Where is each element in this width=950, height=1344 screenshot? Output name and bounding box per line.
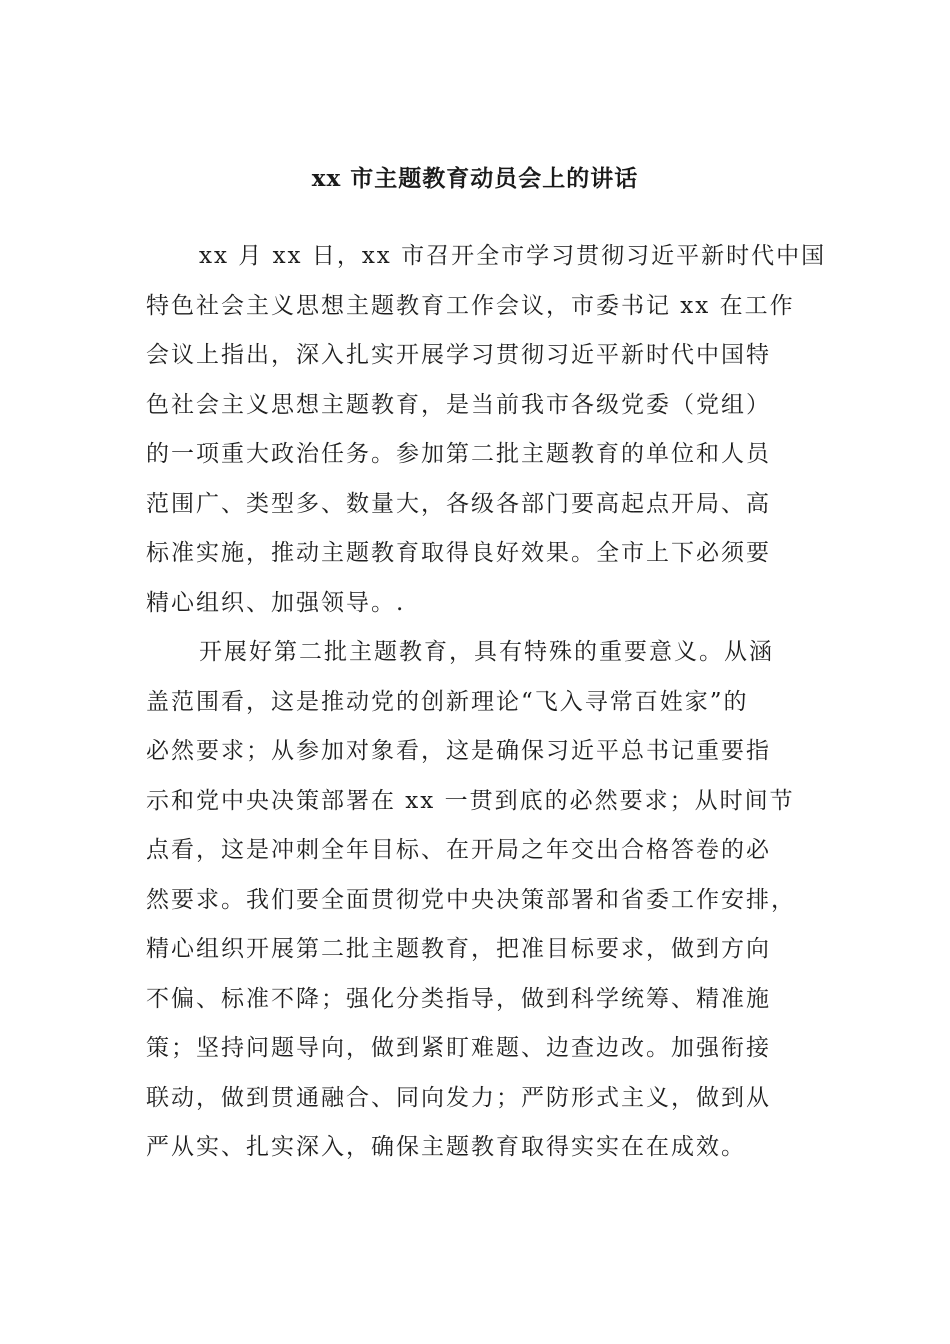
paragraph-1-line-1: xx 月 xx 日，xx 市召开全市学习贯彻习近平新时代中国 (199, 243, 827, 269)
paragraph-1-line-6: 范围广、类型多、数量大，各级各部门要高起点开局、高 (146, 490, 771, 517)
paragraph-1-line-3: 会议上指出，深入扎实开展学习贯彻习近平新时代中国特 (146, 342, 771, 368)
paragraph-1-line-8: 精心组织、加强领导。. (146, 589, 406, 616)
paragraph-2-line-9: 策；坚持问题导向，做到紧盯难题、边查边改。加强衔接 (146, 1035, 771, 1061)
paragraph-2-line-5: 点看，这是冲刺全年目标、在开局之年交出合格答卷的必 (146, 837, 771, 863)
paragraph-2-line-1: 开展好第二批主题教育，具有特殊的重要意义。从涵 (199, 639, 774, 665)
paragraph-2-line-2: 盖范围看，这是推动党的创新理论“飞入寻常百姓家”的 (146, 688, 749, 715)
paragraph-2-line-11: 严从实、扎实深入，确保主题教育取得实实在在成效。 (146, 1134, 746, 1160)
paragraph-2-line-4: 示和党中央决策部署在 xx 一贯到底的必然要求；从时间节 (146, 787, 795, 814)
document-title: xx 市主题教育动员会上的讲话 (311, 165, 639, 192)
paragraph-2-line-3: 必然要求；从参加对象看，这是确保习近平总书记重要指 (146, 738, 771, 764)
paragraph-1-line-5: 的一项重大政治任务。参加第二批主题教育的单位和人员 (146, 441, 771, 467)
paragraph-2-line-6: 然要求。我们要全面贯彻党中央决策部署和省委工作安排， (146, 886, 796, 913)
paragraph-1-line-4: 色社会主义思想主题教育，是当前我市各级党委（党组） (146, 391, 771, 418)
paragraph-2-line-8: 不偏、标准不降；强化分类指导，做到科学统筹、精准施 (146, 985, 771, 1012)
paragraph-2-line-7: 精心组织开展第二批主题教育，把准目标要求，做到方向 (146, 936, 771, 962)
paragraph-1-line-7: 标准实施，推动主题教育取得良好效果。全市上下必须要 (146, 540, 771, 566)
paragraph-1-line-2: 特色社会主义思想主题教育工作会议，市委书记 xx 在工作 (146, 292, 795, 319)
paragraph-2-line-10: 联动，做到贯通融合、同向发力；严防形式主义，做到从 (146, 1084, 771, 1111)
document-body (146, 232, 827, 1173)
